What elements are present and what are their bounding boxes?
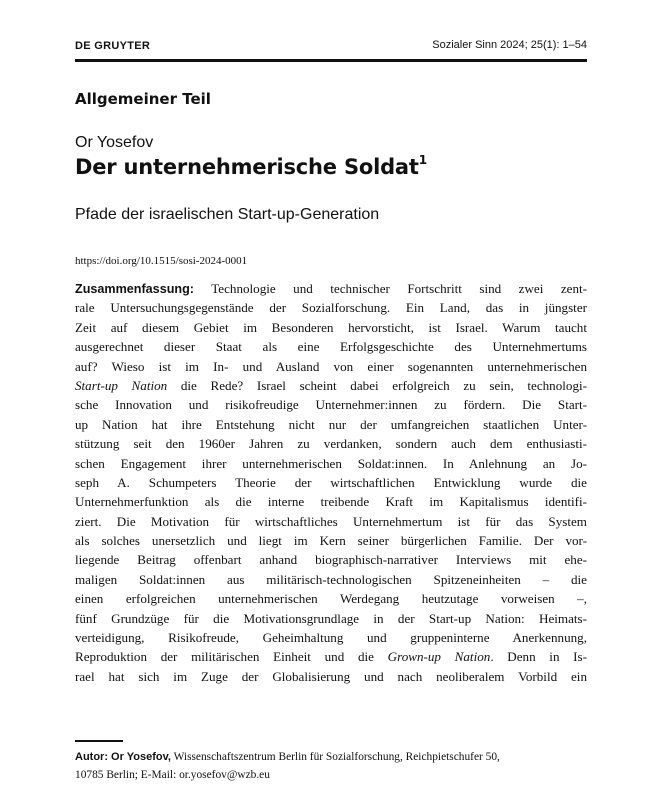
abstract-text: ziert. Die Motivation für wirtschaftliches Unternehmertum ist für das System	[75, 513, 587, 529]
header-rule	[75, 59, 587, 62]
journal-reference: Sozialer Sinn 2024; 25(1): 1–54	[432, 39, 587, 51]
abstract-line	[75, 318, 587, 337]
footnote-label: Autor: Or Yosefov,	[75, 751, 171, 763]
abstract-line	[75, 298, 587, 317]
abstract-line	[75, 667, 587, 686]
running-header	[75, 36, 587, 58]
abstract-line	[75, 570, 587, 589]
abstract-text: verteidigung, Risikofreude, Geheimhaltung und gruppeninterne Anerkennung,	[75, 630, 587, 646]
abstract-line	[75, 550, 587, 569]
abstract-text: als solches unersetzlich und liegt im Kern seiner bürgerlichen Familie. Der vor-	[75, 533, 587, 549]
abstract-text: rale Untersuchungsgegenstände der Sozialforschung. Ein Land, das in jüngster	[75, 300, 587, 316]
abstract-text: Technologie und technischer Fortschritt sind zwei zent-	[193, 281, 587, 296]
abstract-line	[75, 376, 587, 395]
abstract-line	[75, 395, 587, 414]
abstract-line	[75, 589, 587, 608]
doi-link[interactable]: https://doi.org/10.1515/sosi-2024-0001	[75, 255, 248, 267]
author-footnote	[75, 749, 587, 784]
abstract-text: rael hat sich im Zuge der Globalisierung und nach neoliberalem Vorbild ein	[75, 668, 587, 684]
abstract-text: up Nation hat ihre Entstehung nicht nur der umfangreichen staatlichen Unter-	[75, 416, 587, 432]
abstract-text: Unternehmerfunktion als die interne treibende Kraft im Kapitalismus identifi-	[75, 494, 587, 510]
abstract-line	[75, 473, 587, 492]
section-label: Allgemeiner Teil	[75, 90, 211, 108]
abstract-text: fünf Grundzüge für die Motivationsgrundlage in der Start-up Nation: Heimats-	[75, 610, 587, 626]
publisher-logo: DE GRUYTER	[75, 40, 151, 52]
abstract-text: auf? Wieso ist im In- und Ausland von einer sogenannten unternehmerischen	[75, 358, 587, 374]
article-title-text: Der unternehmerische Soldat	[75, 155, 419, 179]
abstract-text: schen Engagement ihrer unternehmerischen Soldat:innen. In Anlehnung an Jo-	[75, 455, 587, 471]
abstract-line	[75, 531, 587, 550]
abstract-text: Reproduktion der militärischen Einheit und die	[75, 649, 388, 665]
abstract-text: seph A. Schumpeters Theorie der wirtschaftlichen Entwicklung wurde die	[75, 474, 587, 490]
abstract-emphasis: Start-up Nation	[75, 377, 168, 393]
abstract	[75, 279, 587, 686]
abstract-label: Zusammenfassung:	[75, 282, 194, 296]
abstract-line	[75, 454, 587, 473]
abstract-text: die Rede? Israel scheint dabei erfolgreich zu sein, technologi-	[167, 377, 587, 393]
abstract-line	[75, 434, 587, 453]
footnote-affiliation: Wissenschaftszentrum Berlin für Sozialforschung, Reichpietschufer 50,	[170, 751, 500, 763]
abstract-line	[75, 279, 587, 298]
abstract-line	[75, 357, 587, 376]
abstract-line	[75, 609, 587, 628]
title-footnote-marker: 1	[418, 153, 427, 167]
author-name: Or Yosefov	[75, 134, 154, 151]
abstract-line	[75, 415, 587, 434]
abstract-emphasis: Grown-up Nation	[387, 649, 491, 665]
abstract-text: einen erfolgreichen unternehmerischen Werdegang heutzutage vorweisen –,	[75, 591, 587, 607]
abstract-text: maligen Soldat:innen aus militärisch-technologischen Spitzeneinheiten – die	[75, 571, 587, 587]
abstract-text: stützung seit den 1960er Jahren zu verdanken, sondern auch dem enthusiasti-	[75, 436, 587, 452]
abstract-text: sche Innovation und risikofreudige Unternehmer:innen zu fördern. Die Start-	[75, 397, 587, 413]
abstract-line	[75, 492, 587, 511]
abstract-line	[75, 512, 587, 531]
abstract-text: . Denn in Is-	[490, 649, 587, 665]
footnote-rule	[75, 740, 123, 742]
article-title	[75, 155, 427, 179]
abstract-text: Zeit auf diesem Gebiet im Besonderen hervorsticht, ist Israel. Warum taucht	[75, 319, 587, 335]
abstract-line	[75, 337, 587, 356]
article-subtitle: Pfade der israelischen Start-up-Generation	[75, 206, 380, 223]
footnote-line	[75, 749, 587, 767]
abstract-line	[75, 628, 587, 647]
abstract-line	[75, 647, 587, 666]
footnote-line: 10785 Berlin; E-Mail: or.yosefov@wzb.eu	[75, 768, 270, 781]
abstract-text: ausgerechnet dieser Staat als eine Erfolgsgeschichte des Unternehmertums	[75, 339, 587, 355]
abstract-text: liegende Beitrag offenbart anhand biographisch-narrativer Interviews mit ehe-	[75, 552, 587, 568]
